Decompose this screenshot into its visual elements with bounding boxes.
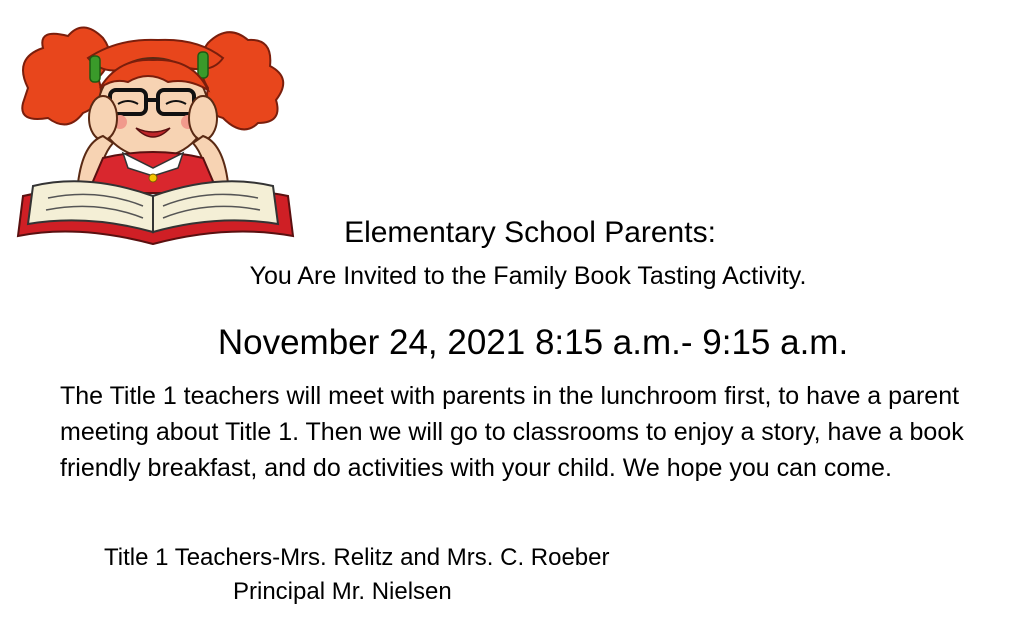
subheading: You Are Invited to the Family Book Tasting Activity. bbox=[249, 262, 807, 290]
principal-signature: Principal Mr. Nielsen bbox=[233, 578, 452, 605]
body-paragraph: The Title 1 teachers will meet with parents in the lunchroom first, to have a parent meeting about Title 1. Then we will go to classrooms to enjoy a story, have a book friendly breakfast, and do activities with your child. We hope you can come. bbox=[60, 382, 964, 482]
heading: Elementary School Parents: bbox=[344, 216, 716, 249]
teachers-signature: Title 1 Teachers-Mrs. Relitz and Mrs. C. Roeber bbox=[104, 544, 610, 571]
event-datetime: November 24, 2021 8:15 a.m.- 9:15 a.m. bbox=[217, 323, 849, 362]
